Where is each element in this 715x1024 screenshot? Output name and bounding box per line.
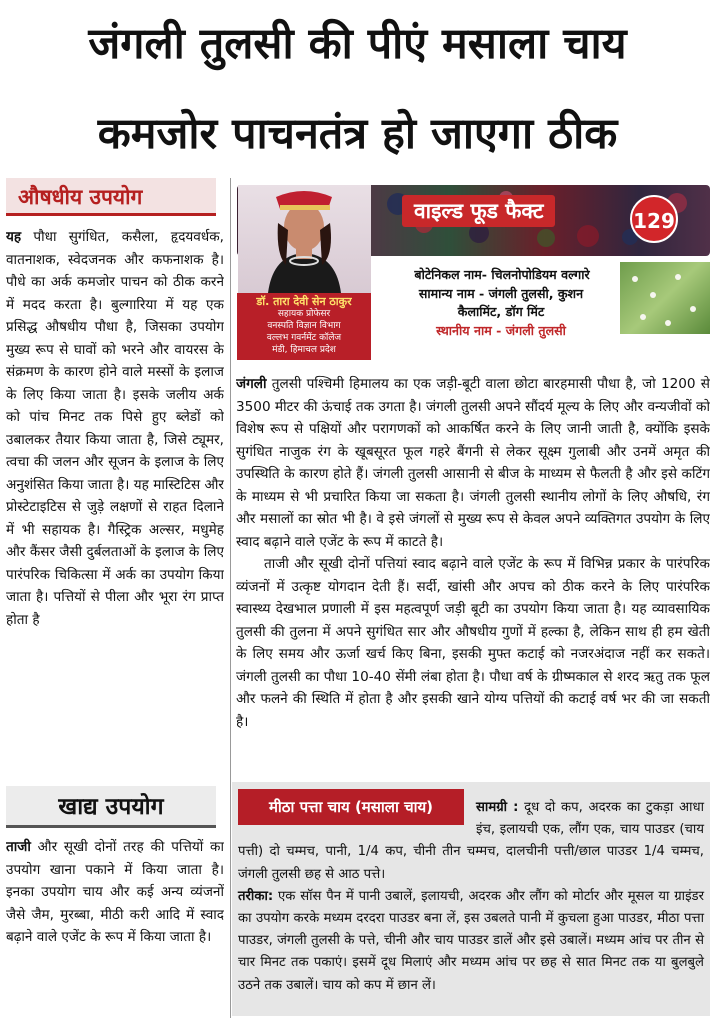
medicinal-use-text bbox=[6, 226, 224, 782]
author-place: मंडी, हिमाचल प्रदेश bbox=[272, 345, 336, 355]
plant-photo bbox=[620, 262, 710, 334]
column-divider bbox=[230, 178, 231, 1018]
article-paragraph-1 bbox=[236, 373, 710, 553]
author-name: डॉ. तारा देवी सेन ठाकुर bbox=[256, 295, 352, 308]
headline-line-2: कमजोर पाचनतंत्र हो जाएगा ठीक bbox=[97, 109, 618, 159]
article-paragraph-2: ताजी और सूखी दोनों पत्तियां स्वाद बढ़ाने वाले एजेंट के रूप में विभिन्न प्रकार के पारंपरिक व्यंजनों में उत्कृष्ट योगदान देती हैं। सर्दी, खांसी और अपच को ठीक करने के लिए पारंपरिक स्वास्थ्य देखभाल प्रणाली में इस महत्वपूर्ण जड़ी बूटी का उपयोग किया जाता है। यह व्यावसायिक तुलसी की तुलना में अपने सुगंधित सार और औषधीय गुणों में हल्का है, लेकिन साथ ही हम खेती के लिए समय और ऊर्जा खर्च किए बिना, इसकी मुफ्त कटाई को नजरअंदाज नहीं कर सकते। जंगली तुलसी का पौधा 10-40 सेंमी लंबा होता है। पौधा वर्ष के ग्रीष्मकाल से शरद ऋतु तक फूल और फलने की स्थिति में होता है और इसकी खाने योग्य पत्तियों की कटाई वर्ष भर की जा सकती है। bbox=[236, 556, 710, 730]
medicinal-lead-word: यह bbox=[6, 229, 22, 245]
author-role: सहायक प्रोफेसर bbox=[277, 309, 331, 319]
method-text: एक सॉस पैन में पानी उबालें, इलायची, अदरक और लौंग को मोर्टार और मूसल या ग्राइंडर का उपयोग करके मध्यम दरदरा पाउडर बना लें, इस उबलते पानी में कुचला हुआ पाउडर, मीठा पत्ता पाउडर, जंगली तुलसी के पत्ते, चीनी और चाय पाउडर डालें और इसे उबालें। मध्यम आंच पर तीन से चार मिनट तक पकाएं। इसमें दूध मिलाएं और मध्यम आंच पर छह से सात मिनट तक या बुलबुले उठने तक उबालें। चाय को कप में छान लें। bbox=[238, 888, 704, 993]
food-body: और सूखी दोनों तरह की पत्तियों का उपयोग खाना पकाने में किया जाता है। इनका उपयोग चाय और कई अन्य व्यंजनों जैसे जैम, मुरब्बा, मीठी करी आदि में स्वाद बढ़ाने वाले एजेंट के रूप में किया जाता है। bbox=[6, 839, 224, 945]
method-label: तरीका: bbox=[238, 888, 274, 904]
author-credit bbox=[237, 293, 371, 360]
recipe-title: मीठा पत्ता चाय (मसाला चाय) bbox=[238, 789, 464, 825]
medicinal-body: पौधा सुगंधित, कसैला, हृदयवर्धक, वातनाशक, स्वेदजनक और कफनाशक है। पौधे का अर्क कमजोर पाचन को ठीक करने में मदद करता है। बुल्गारिया में यह एक प्रसिद्ध औषधीय पौधा है, जिसका उपयोग मुख्य रूप से घावों को भरने और वायरस के संक्रमण के कारण होने वाले मस्सों के इलाज के लिए किया जाता है। इसके जलीय अर्क को पांच मिनट तक पिसे हुए ब्लेडों को उबालकर तैयार किया जाता है, जिसे ट्यूमर, त्वचा की जलन और सूजन के इलाज के लिए अनुशंसित किया जाता है। यह मास्टिटिस और प्रोस्टेटाइटिस से जुड़े लक्षणों से राहत दिलाने में भी सहायक है। गैस्ट्रिक अल्सर, मधुमेह और कैंसर जैसी दुर्बलताओं के इलाज के लिए पारंपरिक चिकित्सा में अर्क का उपयोग किया जाता है। पत्तियों से पीला और भूरा रंग प्राप्त होता है bbox=[6, 229, 224, 628]
food-use-title: खाद्य उपयोग bbox=[6, 786, 216, 828]
botanical-name: बोटेनिकल नाम- चिलनोपोडियम वल्गारे bbox=[414, 267, 590, 282]
wild-food-fact-title: वाइल्ड फूड फैक्ट bbox=[402, 195, 555, 227]
ingredients-label: सामग्री : bbox=[476, 800, 519, 815]
fact-number-badge: 129 bbox=[630, 195, 678, 243]
local-name: स्थानीय नाम - जंगली तुलसी bbox=[436, 323, 566, 338]
author-portrait-illustration bbox=[238, 185, 371, 293]
common-name: सामान्य नाम - जंगली तुलसी, कुशन bbox=[418, 286, 584, 301]
article-lead-word: जंगली bbox=[236, 376, 267, 392]
recipe-method bbox=[238, 886, 704, 997]
headline-line-1: जंगली तुलसी की पीएं मसाला चाय bbox=[88, 19, 627, 69]
author-department: वनस्पति विज्ञान विभाग bbox=[267, 321, 341, 331]
common-name-continued: कैलामिंट, डॉग मिंट bbox=[457, 304, 545, 319]
article-body bbox=[236, 373, 710, 781]
ingredients-text: दूध दो कप, अदरक का टुकड़ा आधा इंच, इलायची एक, लौंग एक, चाय पाउडर (चाय पत्ती) दो चम्मच, पानी, 1/4 कप, चीनी तीन चम्मच, दालचीनी पत्ती/छाल पाउडर 1/4 चम्मच, जंगली तुलसी छह से आठ पत्ते। bbox=[238, 800, 704, 882]
author-college: वल्लभ गवर्नमेंट कॉलेज bbox=[266, 333, 342, 343]
medicinal-use-title: औषधीय उपयोग bbox=[6, 178, 216, 216]
food-lead-word: ताजी bbox=[6, 839, 31, 855]
recipe-text bbox=[238, 797, 704, 997]
food-use-text bbox=[6, 836, 224, 1016]
author-photo bbox=[238, 185, 371, 293]
article-para1-text: तुलसी पश्चिमी हिमालय का एक जड़ी-बूटी वाला छोटा बारहमासी पौधा है, जो 1200 से 3500 मीटर की ऊंचाई तक उगता है। जंगली तुलसी अपने सौंदर्य मूल्य के लिए और वन्यजीवों को विशेष रूप से पक्षियों और परागणकों को आकर्षित करने के लिए जानी जाती है, क्योंकि इसके सुगंधित नाजुक रंग के खूबसूरत फूल गहरे बैंगनी से लेकर सूक्ष्म गुलाबी और उनमें अमृत की उपस्थिति के कारण होते हैं। जंगली तुलसी आसानी से बीज के माध्यम से फैलती है और इसे कटिंग के माध्यम से भी प्रचारित किया जा सकता है। जंगली तुलसी स्थानीय लोगों के लिए औषधि, रंग और मसालों का स्रोत भी है। वे इसे जंगलों से मुख्य रूप से केवल अपने व्यक्तिगत उपयोग के लिए स्वाद बढ़ाने वाले एजेंट के रूप में काटते है। bbox=[236, 376, 710, 550]
